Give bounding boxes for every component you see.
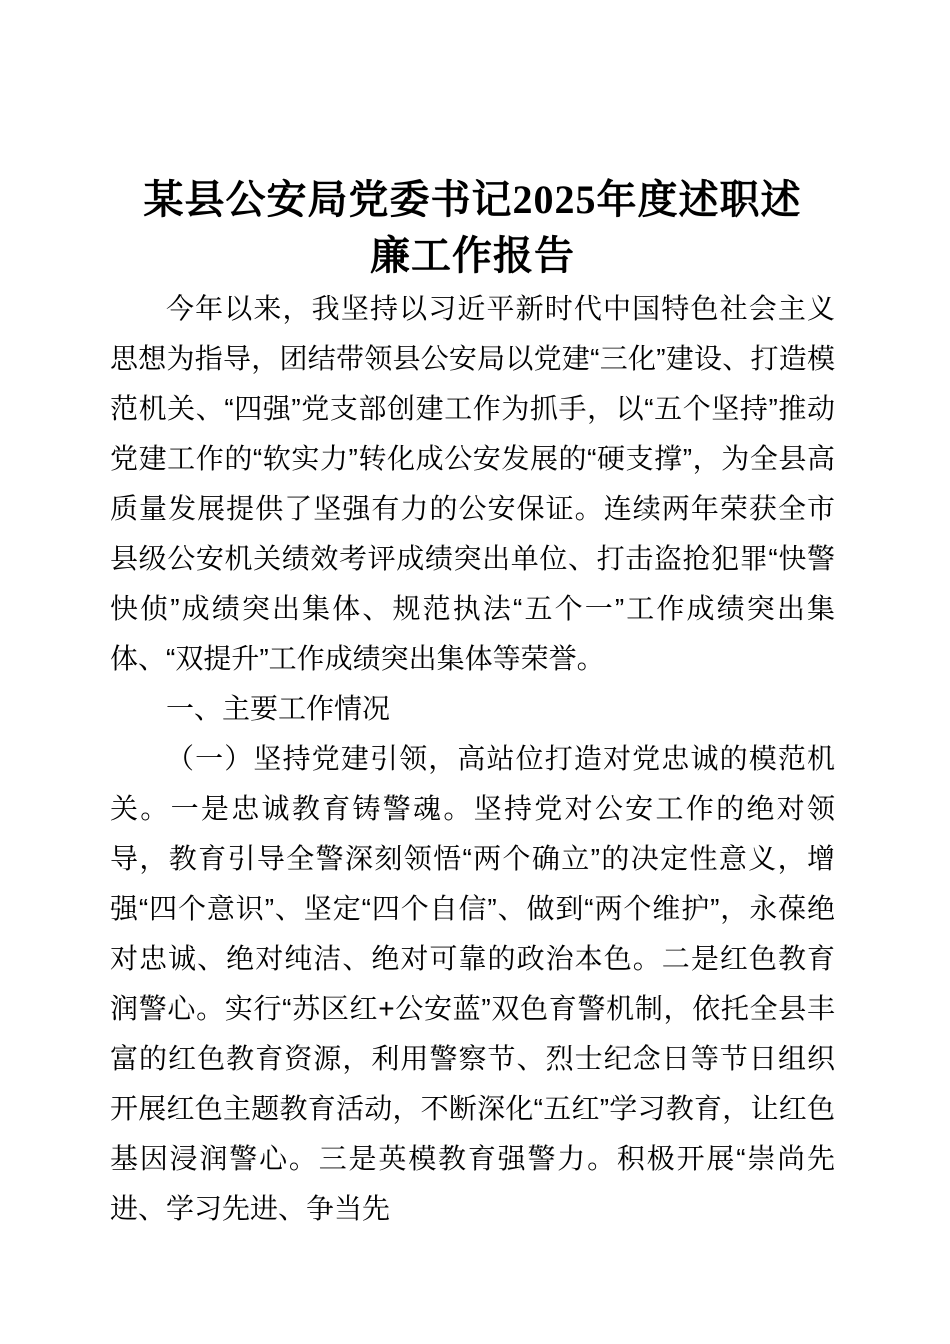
document-title-line-1: 某县公安局党委书记2025年度述职述: [143, 177, 802, 222]
intro-paragraph: 今年以来，我坚持以习近平新时代中国特色社会主义思想为指导，团结带领县公安局以党建“三化”建设、打造模范机关、“四强”党支部创建工作为抓手，以“五个坚持”推动党建工作的“软实力”转化成公安发展的“硬支撑”，为全县高质量发展提供了坚强有力的公安保证。连续两年荣获全市县级公安机关绩效考评成绩突出单位、打击盗抢犯罪“快警快侦”成绩突出集体、规范执法“五个一”工作成绩突出集体、“双提升”工作成绩突出集体等荣誉。: [110, 293, 835, 674]
document-title: [110, 172, 835, 284]
document-title-line-2: 廉工作报告: [370, 233, 575, 278]
section-heading-main-work: 一、主要工作情况: [166, 693, 391, 724]
section-one-paragraph: （一）坚持党建引领，高站位打造对党忠诚的模范机关。一是忠诚教育铸警魂。坚持党对公安工作的绝对领导，教育引导全警深刻领悟“两个确立”的决定性意义，增强“四个意识”、坚定“四个自信”、做到“两个维护”，永葆绝对忠诚、绝对纯洁、绝对可靠的政治本色。二是红色教育润警心。实行“苏区红+公安蓝”双色育警机制，依托全县丰富的红色教育资源，利用警察节、烈士纪念日等节日组织开展红色主题教育活动，不断深化“五红”学习教育，让红色基因浸润警心。三是英模教育强警力。积极开展“崇尚先进、学习先进、争当先: [110, 743, 835, 1224]
